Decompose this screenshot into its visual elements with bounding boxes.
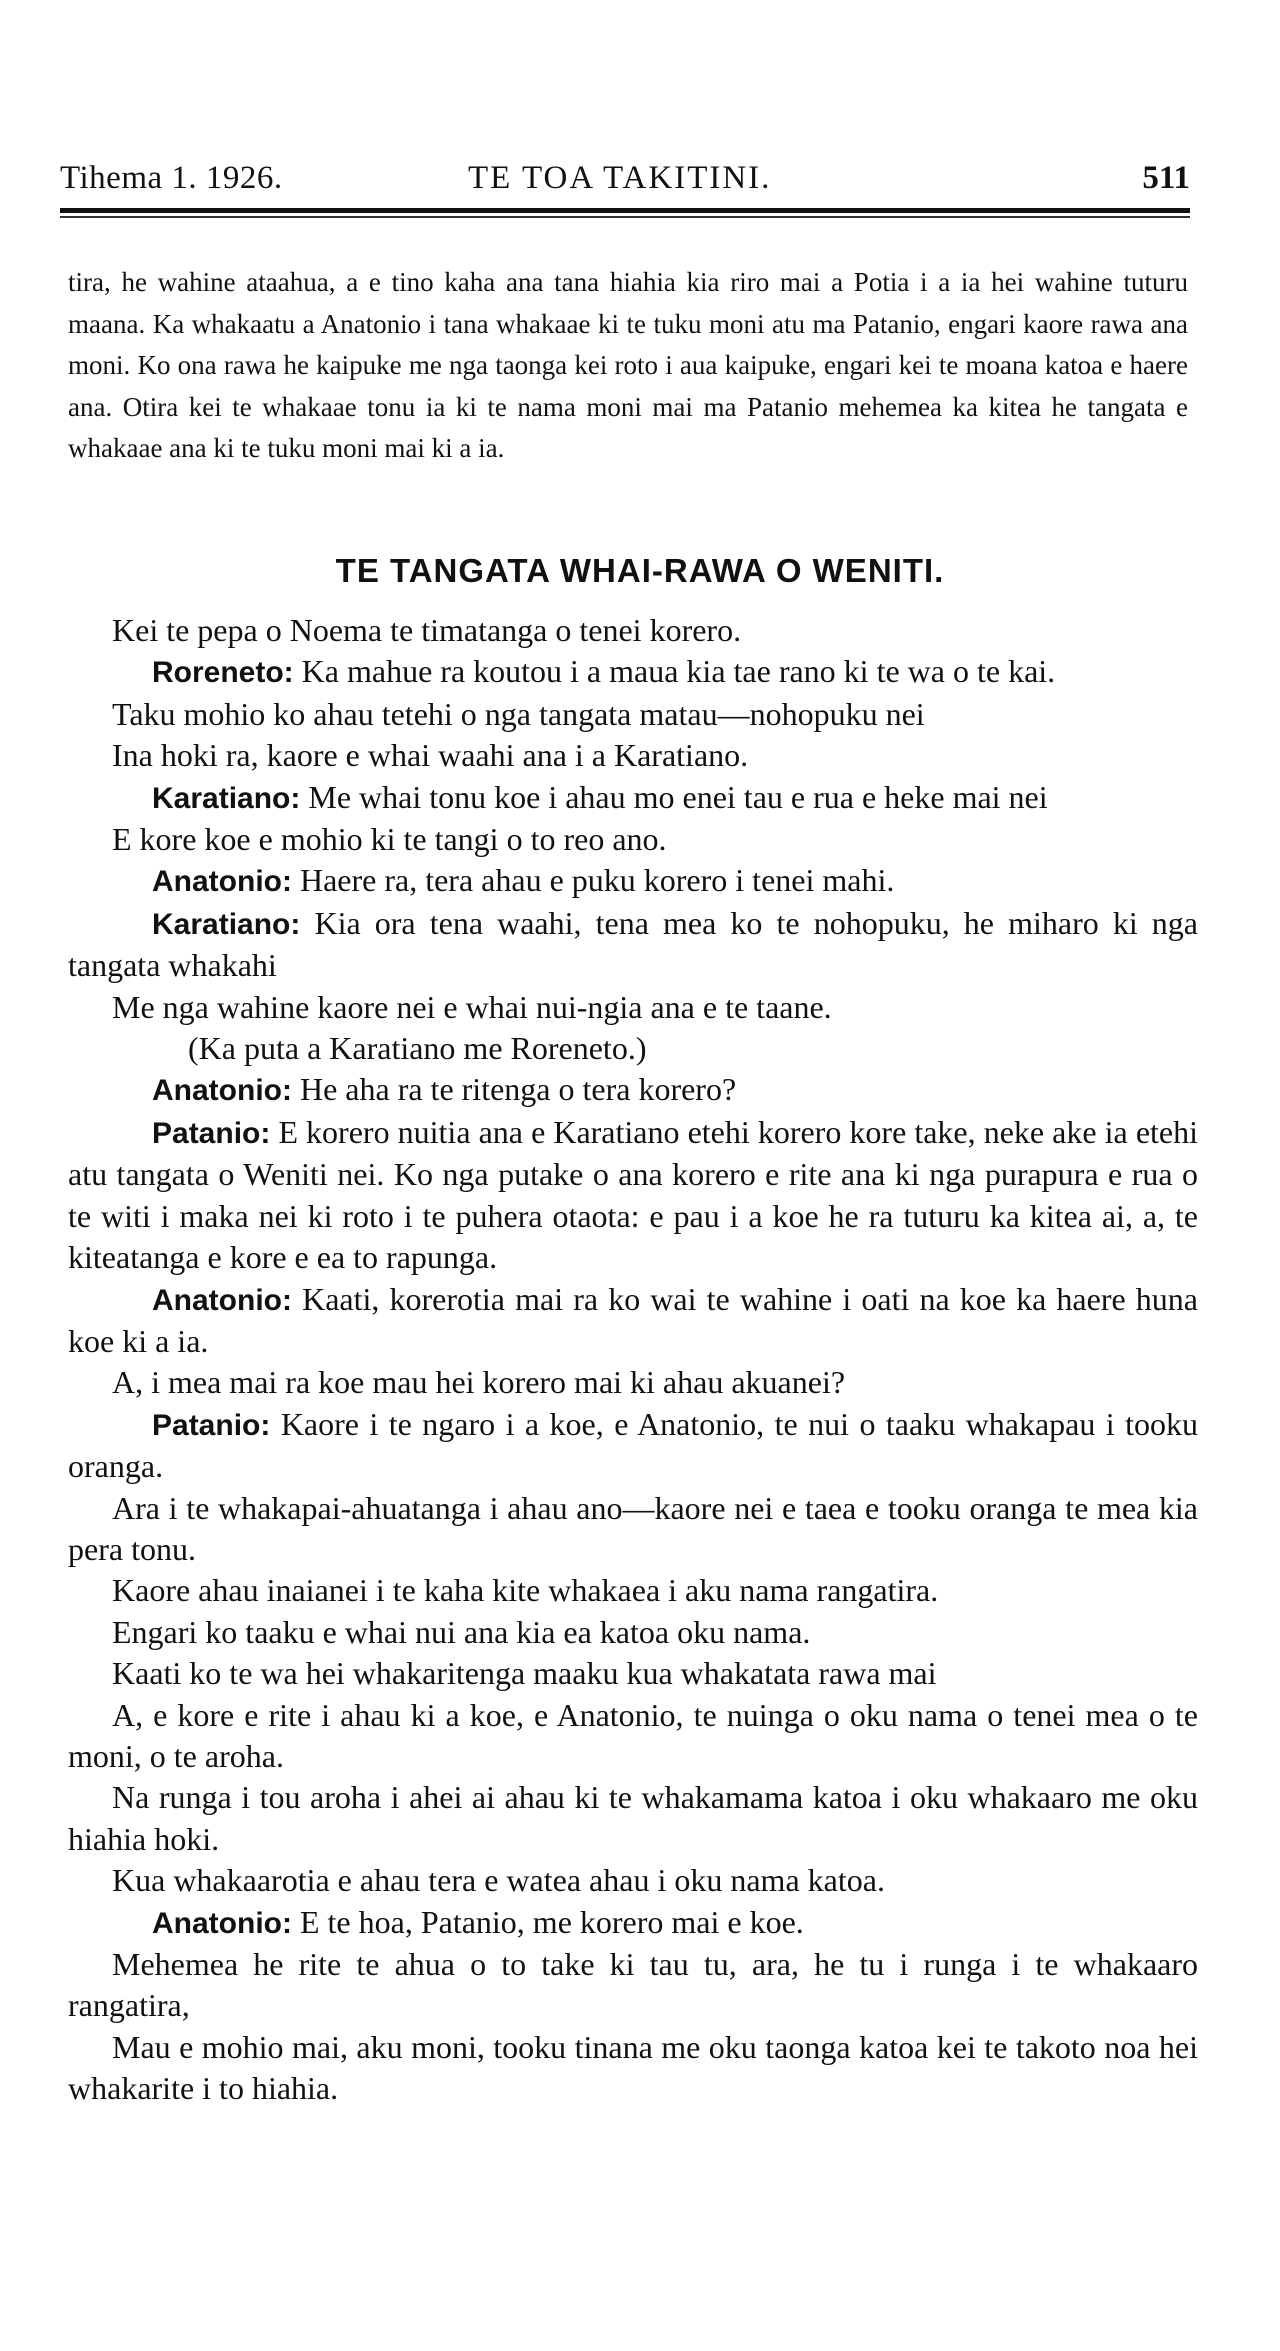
dialogue-line xyxy=(68,1404,1198,1488)
speaker-name: Karatiano: xyxy=(152,907,301,941)
article-title: TE TANGATA WHAI-RAWA O WENITI. xyxy=(335,552,945,589)
speaker-name: Patanio: xyxy=(152,1116,271,1150)
intro-text: tira, he wahine ataahua, a e tino kaha ana tana hiahia kia riro mai a Potia i a ia hei wahine tuturu maana. Ka whakaatu a Anatonio i tana whakaae ki te tuku moni atu ma Patanio, engari kaore rawa ana moni. Ko ona rawa he kaipuke me nga taonga kei roto i aua kaipuke, engari kei te moana katoa e haere ana. Otira kei te whakaae tonu ia ki te nama moni mai ma Patanio mehemea ka kitea he tangata e whakaae ana ki te tuku moni mai ki a ia. xyxy=(68,267,1188,463)
page-number: 511 xyxy=(1142,160,1190,196)
article-body xyxy=(68,610,1198,2110)
speaker-name: Karatiano: xyxy=(152,781,301,815)
speaker-name: Patanio: xyxy=(152,1408,271,1442)
paragraph-text: Mau e mohio mai, aku moni, tooku tinana me oku taonga katoa kei te takoto noa hei whakarite i to hiahia. xyxy=(68,2028,1198,2107)
paragraph-text: Kaati ko te wa hei whakaritenga maaku kua whakatata rawa mai xyxy=(112,1655,937,1692)
text-paragraph xyxy=(68,1944,1198,2027)
paragraph-text: Kua whakaarotia e ahau tera e watea ahau i oku nama katoa. xyxy=(112,1862,885,1899)
header-rule xyxy=(60,208,1190,213)
paragraph-text: Ara i te whakapai-ahuatanga i ahau ano—kaore nei e taea e tooku oranga te mea kia pera tonu. xyxy=(68,1489,1198,1567)
dialogue-line xyxy=(68,1112,1198,1279)
paragraph-text: E te hoa, Patanio, me korero mai e koe. xyxy=(299,1903,804,1940)
text-paragraph xyxy=(68,1612,1198,1653)
paragraph-text: Ina hoki ra, kaore e whai waahi ana i a Karatiano. xyxy=(112,737,749,774)
paragraph-text: E kore koe e mohio ki te tangi o to reo ano. xyxy=(112,821,667,858)
journal-title: TE TOA TAKITINI. xyxy=(468,160,772,196)
paragraph-text: Na runga i tou aroha i ahei ai ahau ki te whakamama katoa i oku whakaaro me oku hiahia hoki. xyxy=(68,1779,1198,1857)
paragraph-text: A, i mea mai ra koe mau hei korero mai ki ahau akuanei? xyxy=(112,1364,846,1401)
header-rule-thin xyxy=(60,216,1190,218)
text-paragraph xyxy=(68,610,1198,651)
page-header xyxy=(60,160,1190,204)
text-paragraph xyxy=(68,1570,1198,1611)
text-paragraph xyxy=(68,1653,1198,1694)
speaker-name: Anatonio: xyxy=(152,1074,292,1108)
paragraph-text: Kaati, korerotia mai ra ko wai te wahine i oati na koe ka haere huna koe ki a ia. xyxy=(68,1280,1199,1359)
stage-direction xyxy=(68,1028,1198,1069)
intro-paragraph xyxy=(68,262,1188,470)
dialogue-line xyxy=(68,1069,1198,1111)
paragraph-text: Haere ra, tera ahau e puku korero i tenei mahi. xyxy=(299,862,895,899)
dialogue-line xyxy=(68,903,1198,987)
paragraph-text: (Ka puta a Karatiano me Roreneto.) xyxy=(188,1030,647,1067)
text-paragraph xyxy=(68,735,1198,776)
speaker-name: Roreneto: xyxy=(152,656,294,690)
paragraph-text: Kaore ahau inaianei i te kaha kite whakaea i aku nama rangatira. xyxy=(112,1572,939,1609)
paragraph-text: E korero nuitia ana e Karatiano etehi korero kore take, neke ake ia etehi atu tangata o Weniti nei. Ko nga putake o ana korero e rite ana ki nga purapura e rua o te witi i maka nei ki roto i te puhera otaota: e pau i a koe he ra tuturu ka kitea ai, a, te kiteatanga e kore e ea to rapunga. xyxy=(68,1113,1199,1276)
text-paragraph xyxy=(68,1488,1198,1571)
paragraph-text: Kei te pepa o Noema te timatanga o tenei korero. xyxy=(112,612,742,648)
dialogue-line xyxy=(68,1279,1198,1363)
paragraph-text: Engari ko taaku e whai nui ana kia ea katoa oku nama. xyxy=(112,1613,811,1650)
header-date: Tihema 1. 1926. xyxy=(60,160,283,196)
speaker-name: Anatonio: xyxy=(152,865,292,899)
paragraph-text: A, e kore e rite i ahau ki a koe, e Anatonio, te nuinga o oku nama o tenei mea o te moni, o te aroha. xyxy=(68,1696,1198,1774)
paragraph-text: Ka mahue ra koutou i a maua kia tae rano ki te wa o te kai. xyxy=(301,653,1056,690)
text-paragraph xyxy=(68,1777,1198,1860)
text-paragraph xyxy=(68,2027,1198,2110)
text-paragraph xyxy=(68,1695,1198,1778)
speaker-name: Anatonio: xyxy=(152,1283,292,1317)
paragraph-text: Me nga wahine kaore nei e whai nui-ngia ana e te taane. xyxy=(112,988,832,1025)
text-paragraph xyxy=(68,819,1198,860)
paragraph-text: Me whai tonu koe i ahau mo enei tau e rua e heke mai nei xyxy=(308,778,1048,815)
text-paragraph xyxy=(68,694,1198,735)
paragraph-text: He aha ra te ritenga o tera korero? xyxy=(299,1071,737,1108)
speaker-name: Anatonio: xyxy=(152,1906,292,1940)
text-paragraph xyxy=(68,1860,1198,1901)
paragraph-text: Mehemea he rite te ahua o to take ki tau tu, ara, he tu i runga i te whakaaro rangatira, xyxy=(68,1946,1198,2024)
dialogue-line xyxy=(68,651,1198,693)
dialogue-line xyxy=(68,1902,1198,1944)
paragraph-text: Taku mohio ko ahau tetehi o nga tangata matau—nohopuku nei xyxy=(112,695,925,732)
text-paragraph xyxy=(68,987,1198,1028)
paragraph-text: Kia ora tena waahi, tena mea ko te nohopuku, he miharo ki nga tangata whakahi xyxy=(68,904,1199,984)
text-paragraph xyxy=(68,1362,1198,1403)
paragraph-text: Kaore i te ngaro i a koe, e Anatonio, te nui o taaku whakapau i tooku oranga. xyxy=(68,1405,1199,1485)
dialogue-line xyxy=(68,777,1198,819)
dialogue-line xyxy=(68,860,1198,902)
